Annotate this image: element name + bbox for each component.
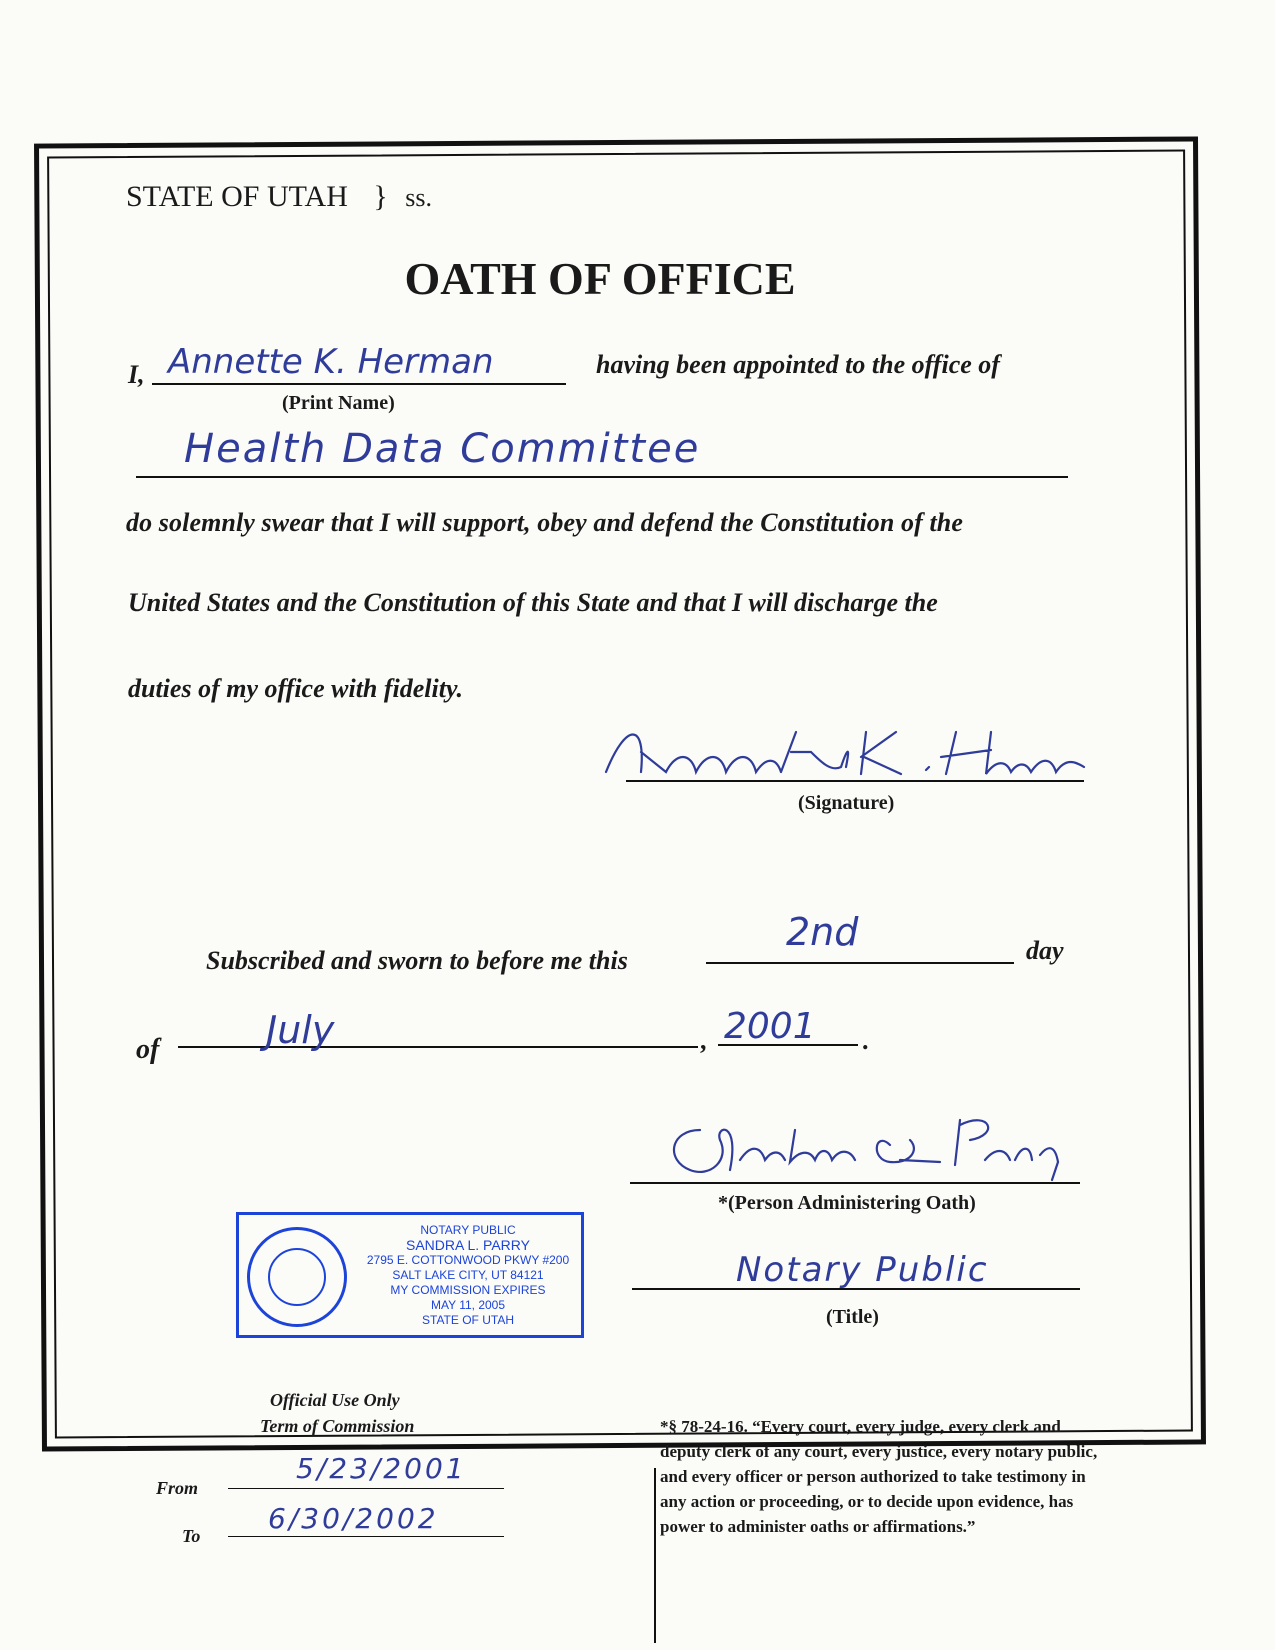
appointed-text: having been appointed to the office of [596, 350, 1000, 379]
official-use-label: Official Use Only [270, 1390, 400, 1410]
month-handwritten: July [266, 1008, 335, 1052]
statute-line: power to administer oaths or affirmations.” [660, 1517, 976, 1536]
to-line [228, 1536, 504, 1537]
print-name-label: (Print Name) [282, 392, 395, 414]
to-handwritten: 6/30/2002 [268, 1502, 439, 1535]
month-line [178, 1046, 698, 1048]
name-line [152, 383, 566, 385]
from-label: From [156, 1478, 199, 1498]
stamp-line: SANDRA L. PARRY [406, 1237, 530, 1253]
oath-body-line-1: do solemnly swear that I will support, obey and defend the Constitution of the [126, 508, 964, 537]
day-handwritten: 2nd [786, 910, 859, 954]
day-label: day [1026, 936, 1064, 965]
day-line [706, 962, 1014, 964]
oath-prefix: I, [128, 360, 145, 389]
name-handwritten: Annette K. Herman [168, 342, 494, 382]
stamp-line: STATE OF UTAH [422, 1313, 514, 1327]
title-handwritten: Notary Public [736, 1250, 989, 1290]
signature-handwritten [596, 712, 1090, 786]
signature-label: (Signature) [798, 792, 895, 814]
ss-label: ss. [405, 183, 433, 212]
administrator-signature [660, 1100, 1090, 1190]
page-title: OATH OF OFFICE [404, 253, 796, 304]
statute-line: deputy clerk of any court, every justice, every notary public, [660, 1442, 1098, 1461]
office-line [136, 476, 1068, 478]
stamp-line: SALT LAKE CITY, UT 84121 [392, 1268, 544, 1282]
period: . [862, 1026, 869, 1055]
office-handwritten: Health Data Committee [184, 426, 701, 472]
oath-body-line-2: United States and the Constitution of this State and that I will discharge the [128, 588, 938, 617]
statute-line: *§ 78-24-16. “Every court, every judge, every clerk and [660, 1417, 1061, 1436]
sworn-text: Subscribed and sworn to before me this [206, 946, 628, 975]
stamp-line: NOTARY PUBLIC [420, 1223, 516, 1237]
administrator-label: *(Person Administering Oath) [718, 1192, 976, 1214]
stamp-text [355, 1223, 581, 1328]
term-of-commission-label: Term of Commission [260, 1416, 415, 1436]
comma: , [700, 1026, 707, 1055]
from-handwritten: 5/23/2001 [296, 1452, 467, 1485]
stamp-line: MY COMMISSION EXPIRES [390, 1283, 546, 1297]
signature-line [626, 780, 1084, 782]
title-line [632, 1288, 1080, 1290]
of-label: of [136, 1034, 160, 1065]
statute-line: any action or proceeding, or to decide upon evidence, has [660, 1492, 1074, 1511]
state-seal-icon [247, 1227, 347, 1327]
year-handwritten: 2001 [724, 1006, 816, 1047]
statute-note [660, 1414, 1097, 1539]
title-label: (Title) [826, 1306, 879, 1328]
state-heading [126, 180, 432, 214]
brace: } [373, 180, 388, 213]
to-label: To [182, 1526, 201, 1546]
bottom-divider [654, 1468, 656, 1643]
administrator-line [630, 1182, 1080, 1184]
state-name: STATE OF UTAH [126, 180, 348, 213]
from-line [228, 1488, 504, 1489]
statute-line: and every officer or person authorized to take testimony in [660, 1467, 1086, 1486]
notary-stamp [236, 1212, 584, 1338]
oath-body-line-3: duties of my office with fidelity. [128, 674, 464, 703]
stamp-line: MAY 11, 2005 [430, 1298, 506, 1312]
stamp-line: 2795 E. COTTONWOOD PKWY #200 [366, 1253, 570, 1267]
form-border [34, 136, 1206, 1451]
